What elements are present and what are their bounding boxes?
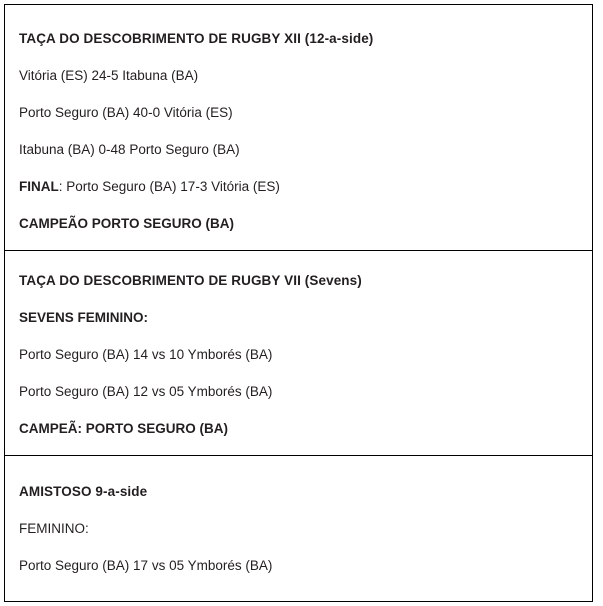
section-rugby-vii	[5, 250, 592, 455]
final-score: : Porto Seguro (BA) 17-3 Vitória (ES)	[58, 179, 280, 194]
section-title: AMISTOSO 9-a-side	[19, 484, 148, 499]
match-result: Porto Seguro (BA) 12 vs 05 Ymborés (BA)	[19, 384, 273, 399]
match-result: Porto Seguro (BA) 40-0 Vitória (ES)	[19, 105, 233, 120]
match-result: Porto Seguro (BA) 17 vs 05 Ymborés (BA)	[19, 558, 273, 573]
section-amistoso	[5, 455, 592, 586]
section-title: TAÇA DO DESCOBRIMENTO DE RUGBY XII (12-a-side)	[19, 31, 374, 46]
section-rugby-xii	[5, 5, 592, 250]
match-result: Itabuna (BA) 0-48 Porto Seguro (BA)	[19, 142, 240, 157]
subsection-title: SEVENS FEMININO:	[19, 310, 149, 325]
subsection-title: FEMININO:	[19, 521, 89, 536]
match-result: Vitória (ES) 24-5 Itabuna (BA)	[19, 68, 199, 83]
match-result: Porto Seguro (BA) 14 vs 10 Ymborés (BA)	[19, 347, 273, 362]
final-match-result	[19, 179, 578, 195]
document-frame	[4, 4, 593, 602]
champion-line: CAMPEÃO PORTO SEGURO (BA)	[19, 216, 235, 231]
final-label: FINAL	[19, 179, 59, 194]
section-title: TAÇA DO DESCOBRIMENTO DE RUGBY VII (Sevens)	[19, 273, 362, 288]
champion-line: CAMPEÃ: PORTO SEGURO (BA)	[19, 421, 229, 436]
